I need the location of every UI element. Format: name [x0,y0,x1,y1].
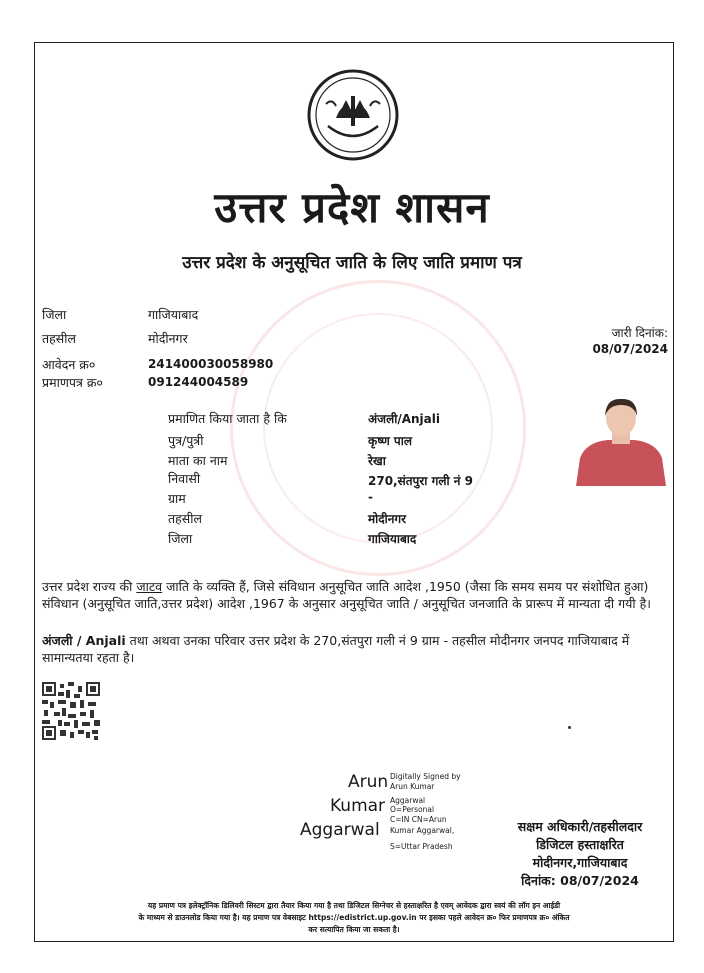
officer-date [500,872,660,889]
details-tehsil-label: तहसील [168,511,202,526]
qr-code [42,682,100,740]
district-value: गाजियाबाद [148,307,199,322]
digital-sign-line1: Digitally Signed by [390,772,461,781]
officer-location: मोदीनगर,गाजियाबाद [532,855,628,870]
residence-declaration-text: तथा अथवा उनका परिवार उत्तर प्रदेश के 270,संतपुरा गली नं 9 ग्राम - तहसील मोदीनगर जनपद गाजियाबाद में सामान्यतया रहता है। [42,633,630,665]
residence-holder-name: अंजली / Anjali [42,633,126,648]
digital-sign-line6: Kumar Aggarwal, [390,826,455,835]
caste-declaration-part2: जाति के व्यक्ति हैं, जिसे संविधान अनुसूचित जाति आदेश ,1950 (जैसा कि समय समय पर संशोधित हुआ) संविधान (अनुसूचित जाति,उत्तर प्रदेश) आदेश ,1967 के अनुसार अनुसूचित जाति / अनुसूचित जनजाति के प्रारूप में मान्यता दी गयी है। [42,579,651,611]
parent-label: पुत्र/पुत्री [168,433,204,448]
officer-date-label: दिनांक: [521,873,556,888]
details-district-value: गाजियाबाद [368,532,417,546]
footer-line2: के माध्यम से डाउनलोड किया गया है। यह प्रमाण पत्र वेबसाइट https://edistrict.up.gov.in पर इसका पहले आवेदन क्र० फिर प्रमाणपत्र क्र० अंकित [138,913,570,922]
caste-name: जाटव [136,579,163,594]
digital-sign-line4: O=Personal [390,805,435,814]
application-no-value: 241400030058980 [148,357,274,371]
uttar-pradesh-emblem [306,68,400,162]
signer-name-line2: Kumar [330,796,386,816]
details-tehsil-value: मोदीनगर [368,512,407,526]
resident-label: निवासी [168,471,201,486]
caste-declaration [42,578,662,612]
digital-sign-line5: C=IN CN=Arun [390,815,447,824]
caste-declaration-part1: उत्तर प्रदेश राज्य की [42,579,137,594]
resident-value: 270,संतपुरा गली नं 9 [368,474,473,488]
mother-name: रेखा [368,454,386,468]
mother-label: माता का नाम [168,453,228,468]
district-label: जिला [42,307,67,322]
footer-line3: कर सत्यापित किया जा सकता है। [308,925,400,934]
verification-footer [44,900,664,936]
village-label: ग्राम [168,491,186,506]
digital-sign-line3: Aggarwal [390,796,426,805]
holder-name: अंजली/Anjali [368,412,440,426]
digital-sign-line7: S=Uttar Pradesh [390,842,453,851]
village-value: - [368,490,373,504]
page-title: उत्तर प्रदेश शासन [214,183,490,232]
officer-digital-signed: डिजिटल हस्ताक्षरित [536,837,624,852]
tehsil-value: मोदीनगर [148,331,188,346]
holder-photo [572,396,670,486]
residence-declaration [42,632,662,666]
officer-designation: सक्षम अधिकारी/तहसीलदार [517,819,643,834]
stray-mark [568,726,571,729]
certificate-subtitle: उत्तर प्रदेश के अनुसूचित जाति के लिए जाति प्रमाण पत्र [182,253,522,273]
application-no-label: आवेदन क्र० [42,357,96,372]
certificate-no-value: 091244004589 [148,375,249,389]
issue-date-value: 08/07/2024 [592,342,668,356]
certificate-no-label: प्रमाणपत्र क्र० [42,375,103,390]
details-district-label: जिला [168,531,193,546]
digital-sign-line2: Arun Kumar [390,782,435,791]
parent-name: कृष्ण पाल [368,434,412,448]
issue-date-label: जारी दिनांक: [611,326,668,340]
footer-line1: यह प्रमाण पत्र इलेक्ट्रॉनिक डिलिवरी सिस्टम द्वारा तैयार किया गया है तथा डिजिटल सिग्नेचर से हस्ताक्षरित है एवम् आवेदक द्वारा स्वयं की लॉग इन आईडी [147,901,561,910]
signer-name-line1: Arun [348,772,389,792]
certified-label: प्रमाणित किया जाता है कि [168,411,287,426]
tehsil-label: तहसील [42,331,76,346]
officer-date-value: 08/07/2024 [560,873,639,888]
signer-name-line3: Aggarwal [300,820,380,840]
